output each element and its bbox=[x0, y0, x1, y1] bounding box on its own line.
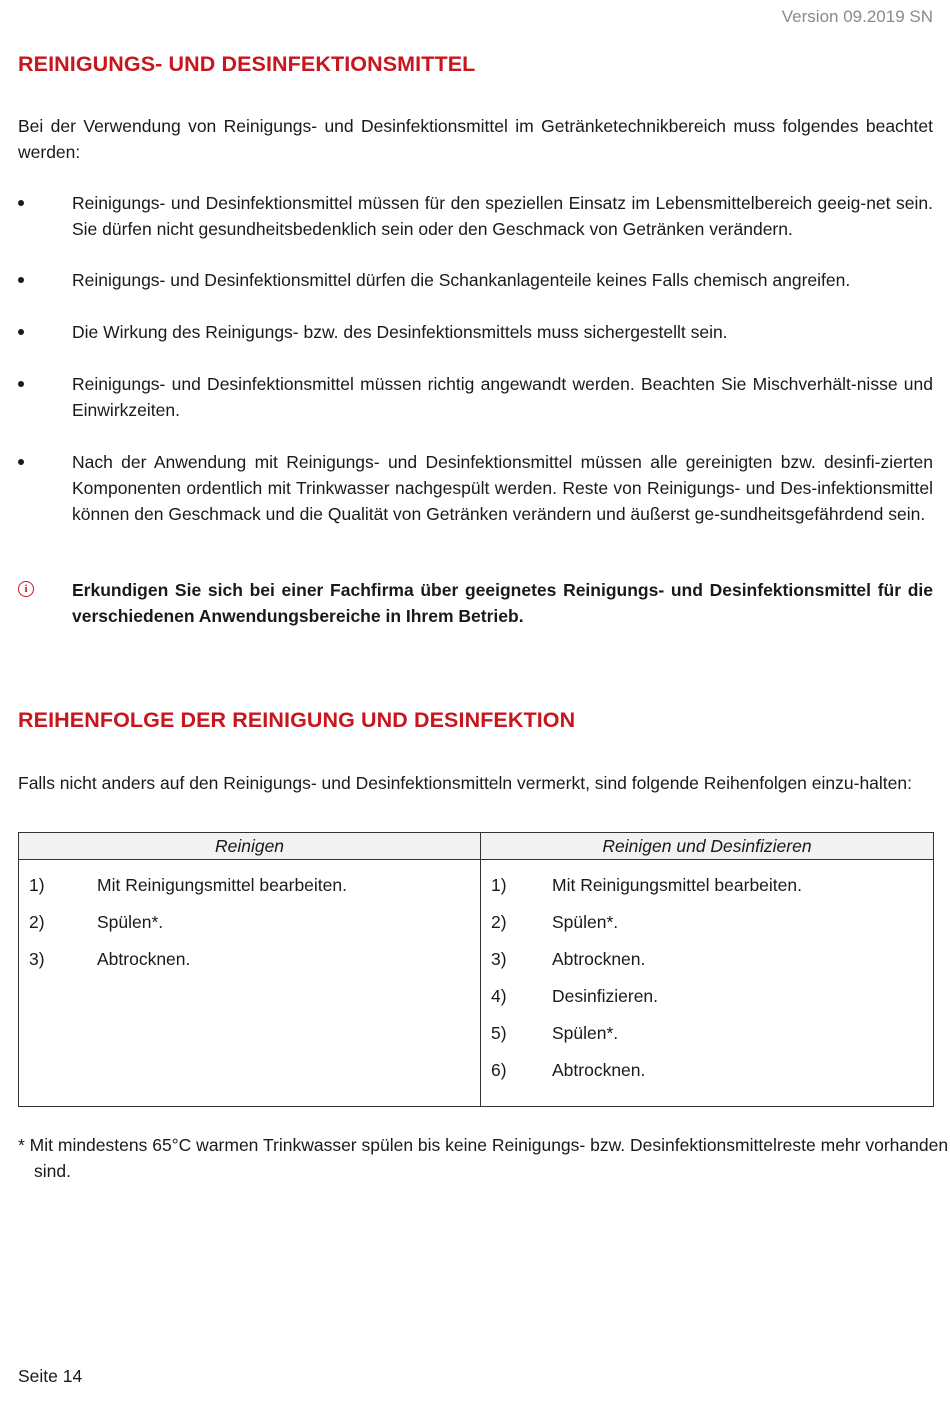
bullet-icon bbox=[18, 200, 24, 206]
step-text: Spülen*. bbox=[552, 1023, 619, 1043]
step-number: 3) bbox=[491, 949, 507, 969]
step-text: Desinfizieren. bbox=[552, 986, 659, 1006]
bullet-icon bbox=[18, 329, 24, 335]
cleaning-steps-cell bbox=[19, 860, 481, 1107]
section-title-sequence: REIHENFOLGE DER REINIGUNG UND DESINFEKTION bbox=[18, 708, 576, 732]
info-note-text: Erkundigen Sie sich bei einer Fachfirma über geeignetes Reinigungs- und Desinfektionsmittel für die verschiedenen Anwendungsbereiche in Ihrem Betrieb. bbox=[72, 580, 933, 626]
bullet-icon bbox=[18, 459, 24, 465]
table-row bbox=[481, 981, 933, 1018]
step-number: 5) bbox=[491, 1023, 507, 1043]
info-note bbox=[18, 577, 933, 629]
list-item-text: Reinigungs- und Desinfektionsmittel müssen für den speziellen Einsatz im Lebensmittelbereich geeig-net sein. Sie dürfen nicht gesundheitsbedenklich sein oder den Geschmack von Getränken verändern. bbox=[72, 193, 933, 239]
step-number: 2) bbox=[491, 912, 507, 932]
cleaning-disinfecting-steps-cell bbox=[481, 860, 934, 1107]
version-label: Version 09.2019 SN bbox=[781, 7, 933, 26]
info-icon: i bbox=[18, 581, 34, 597]
section2-intro: Falls nicht anders auf den Reinigungs- und Desinfektionsmitteln vermerkt, sind folgende Reihenfolgen einzu-halten: bbox=[18, 773, 912, 793]
table-row bbox=[481, 870, 933, 907]
step-number: 6) bbox=[491, 1060, 507, 1080]
section1-intro: Bei der Verwendung von Reinigungs- und Desinfektionsmittel im Getränketechnikbereich muss folgendes beachtet werden: bbox=[18, 116, 933, 162]
section-title-cleaning-agents: REINIGUNGS- UND DESINFEKTIONSMITTEL bbox=[18, 52, 476, 76]
list-item bbox=[18, 449, 933, 527]
sequence-table bbox=[18, 832, 934, 1107]
column-header-cleaning: Reinigen bbox=[19, 833, 481, 860]
step-number: 4) bbox=[491, 986, 507, 1006]
step-number: 3) bbox=[29, 949, 45, 969]
step-text: Spülen*. bbox=[552, 912, 619, 932]
list-item-text: Reinigungs- und Desinfektionsmittel müssen richtig angewandt werden. Beachten Sie Mischverhält-nisse und Einwirkzeiten. bbox=[72, 374, 933, 420]
step-text: Mit Reinigungsmittel bearbeiten. bbox=[97, 875, 347, 895]
step-text: Abtrocknen. bbox=[552, 949, 646, 969]
list-item-text: Reinigungs- und Desinfektionsmittel dürfen die Schankanlagenteile keines Falls chemisch angreifen. bbox=[72, 270, 851, 290]
list-item bbox=[18, 267, 933, 293]
footnote: * Mit mindestens 65°C warmen Trinkwasser spülen bis keine Reinigungs- bzw. Desinfektionsmittelreste mehr vorhanden sind. bbox=[18, 1135, 949, 1181]
bullet-icon bbox=[18, 277, 24, 283]
list-item-text: Nach der Anwendung mit Reinigungs- und Desinfektionsmittel müssen alle gereinigten bzw. desinfi-zierten Komponenten ordentlich mit Trinkwasser nachgespült werden. Reste von Reinigungs- und Des-infektionsmittel können den Geschmack und die Qualität von Getränken verändern und äußerst ge-sundheitsgefährdend sein. bbox=[72, 452, 933, 524]
list-item bbox=[18, 371, 933, 423]
table-row bbox=[481, 1055, 933, 1092]
step-number: 1) bbox=[29, 875, 45, 895]
list-item-text: Die Wirkung des Reinigungs- bzw. des Desinfektionsmittels muss sichergestellt sein. bbox=[72, 322, 728, 342]
list-item bbox=[18, 190, 933, 242]
table-row bbox=[481, 944, 933, 981]
step-number: 1) bbox=[491, 875, 507, 895]
step-text: Abtrocknen. bbox=[97, 949, 191, 969]
step-text: Abtrocknen. bbox=[552, 1060, 646, 1080]
page-number: Seite 14 bbox=[18, 1366, 83, 1386]
bullet-icon bbox=[18, 381, 24, 387]
table-row bbox=[19, 907, 480, 944]
table-row bbox=[19, 944, 480, 981]
table-row bbox=[481, 1018, 933, 1055]
step-text: Mit Reinigungsmittel bearbeiten. bbox=[552, 875, 802, 895]
table-row bbox=[481, 907, 933, 944]
column-header-cleaning-disinfecting: Reinigen und Desinfizieren bbox=[481, 833, 934, 860]
step-text: Spülen*. bbox=[97, 912, 164, 932]
step-number: 2) bbox=[29, 912, 45, 932]
table-row bbox=[19, 870, 480, 907]
list-item bbox=[18, 319, 933, 345]
